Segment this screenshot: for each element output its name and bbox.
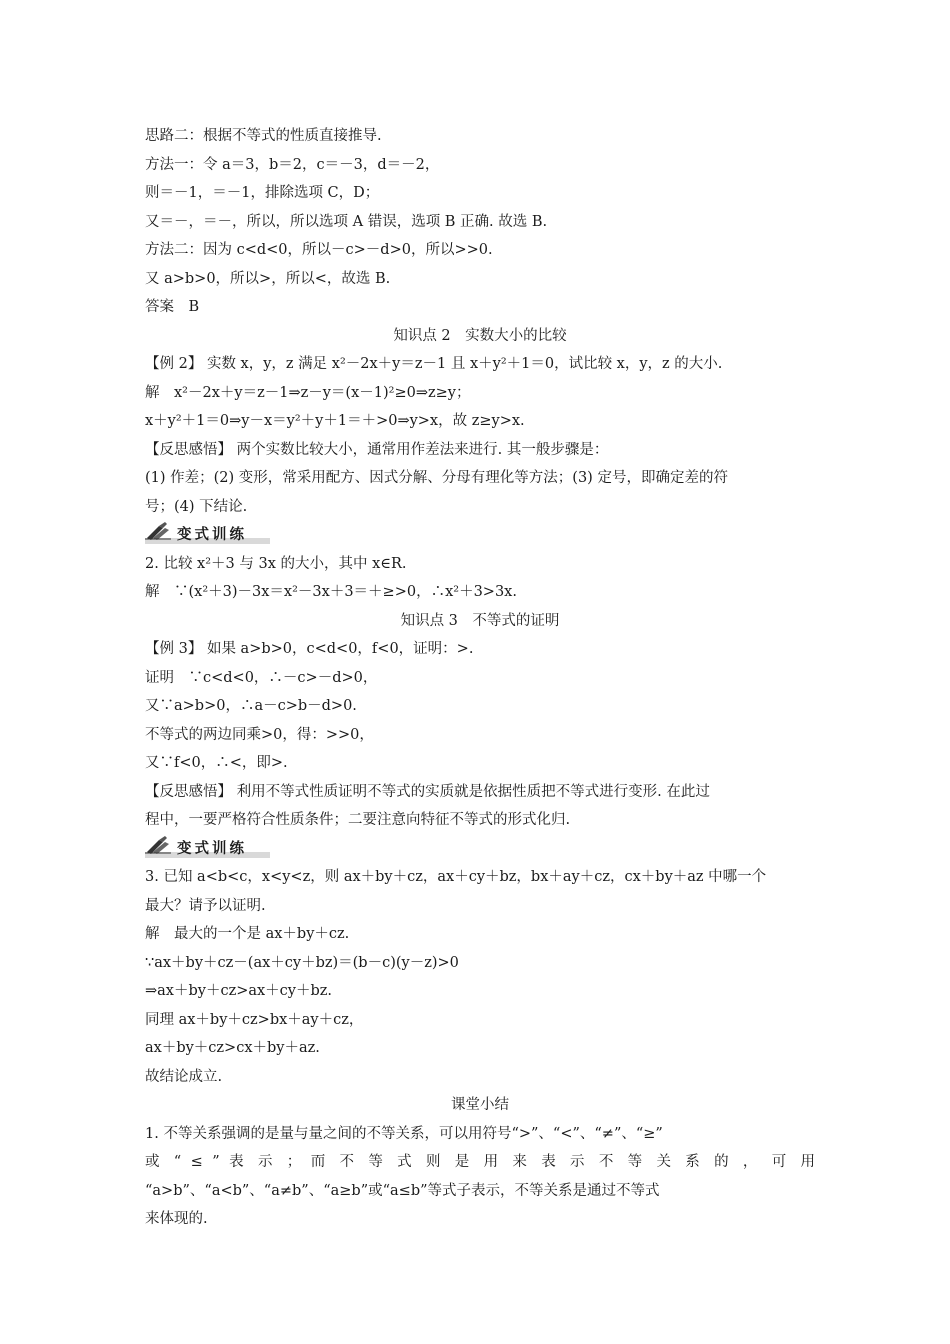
document-page xyxy=(145,122,815,1234)
section-title: 知识点 3 不等式的证明 xyxy=(400,612,560,629)
exercise-banner xyxy=(145,835,815,864)
text-line: 又 a>b>0，所以>，所以<，故选 B. xyxy=(145,270,391,287)
summary-title: 课堂小结 xyxy=(451,1097,509,1113)
example-line: 【例 3】 如果 a>b>0，c<d<0，f<0，证明：>. xyxy=(145,641,474,657)
text-line: 思路二：根据不等式的性质直接推导. xyxy=(145,128,382,144)
exercise-banner xyxy=(145,521,815,550)
text-line: 又∵f<0，∴<，即>. xyxy=(145,755,288,771)
text-line: x＋y²＋1＝0⇒y－x＝y²＋y＋1＝＋>0⇒y>x，故 z≥y>x. xyxy=(145,413,525,429)
summary-line: “a>b”、“a<b”、“a≠b”、“a≥b”或“a≤b”等式子表示，不等关系是通过不等式 xyxy=(145,1182,660,1199)
text-line: 不等式的两边同乘>0，得：>>0， xyxy=(145,726,374,743)
text-line: (1) 作差；(2) 变形，常采用配方、因式分解、分母有理化等方法；(3) 定号，即确定差的符 xyxy=(145,470,728,486)
text-line: 方法二：因为 c<d<0，所以－c>－d>0，所以>>0. xyxy=(145,242,493,258)
text-line: 最大？请予以证明. xyxy=(145,897,266,914)
reflection-line: 【反思感悟】 利用不等式性质证明不等式的实质就是依据性质把不等式进行变形. 在此过 xyxy=(145,783,710,800)
text-line: 方法一：令 a＝3，b＝2，c＝－3，d＝－2， xyxy=(145,156,440,173)
exercise-line: 3. 已知 a<b<c，x<y<z，则 ax＋by＋cz，ax＋cy＋bz，bx＋ay＋cz，cx＋by＋az 中哪一个 xyxy=(145,869,767,885)
banner-title: 变式训练 xyxy=(177,527,247,543)
example-line: 【例 2】 实数 x，y，z 满足 x²－2x＋y＝z－1 且 x＋y²＋1＝0，试比较 x，y，z 的大小. xyxy=(145,356,723,372)
text-line: 又＝－，＝－，所以，所以选项 A 错误，选项 B 正确. 故选 B. xyxy=(145,213,548,230)
text-line: 则＝－1，＝－1，排除选项 C，D； xyxy=(145,185,380,201)
exercise-line: 2. 比较 x²＋3 与 3x 的大小，其中 x∈R. xyxy=(145,555,407,572)
section-title: 知识点 2 实数大小的比较 xyxy=(393,327,567,344)
text-line: ∵ax＋by＋cz－(ax＋cy＋bz)＝(b－c)(y－z)>0 xyxy=(145,954,459,971)
text-line: 号；(4) 下结论. xyxy=(145,498,248,515)
text-line: 又∵a>b>0，∴a－c>b－d>0. xyxy=(145,698,357,714)
text-line: ⇒ax＋by＋cz>ax＋cy＋bz. xyxy=(145,983,333,999)
text-line: 解 ∵(x²＋3)－3x＝x²－3x＋3＝＋≥>0，∴x²＋3>3x. xyxy=(145,584,517,600)
summary-line: 来体现的. xyxy=(145,1211,208,1227)
pen-icon xyxy=(145,836,171,854)
text-line: ax＋by＋cz>cx＋by＋az. xyxy=(145,1040,320,1056)
summary-line: 或 “ ≤ ” 表 示 ； 而 不 等 式 则 是 用 来 表 示 不 等 关 系 的 ， 可 用 xyxy=(145,1154,815,1170)
summary-line: 1. 不等关系强调的是量与量之间的不等关系，可以用符号“>”、“<”、“≠”、“≥” xyxy=(145,1125,663,1142)
text-line: 同理 ax＋by＋cz>bx＋ay＋cz， xyxy=(145,1011,364,1028)
text-line: 解 x²－2x＋y＝z－1⇒z－y＝(x－1)²≥0⇒z≥y； xyxy=(145,384,471,401)
text-line: 证明 ∵c<d<0，∴－c>－d>0， xyxy=(145,669,378,686)
text-line: 故结论成立. xyxy=(145,1068,223,1085)
reflection-line: 【反思感悟】 两个实数比较大小，通常用作差法来进行. 其一般步骤是： xyxy=(145,441,609,458)
text-line: 解 最大的一个是 ax＋by＋cz. xyxy=(145,926,350,942)
pen-icon xyxy=(145,522,171,540)
banner-title: 变式训练 xyxy=(177,840,247,857)
text-line: 程中，一要严格符合性质条件；二要注意向特征不等式的形式化归. xyxy=(145,812,571,828)
answer-line: 答案 B xyxy=(145,299,200,315)
